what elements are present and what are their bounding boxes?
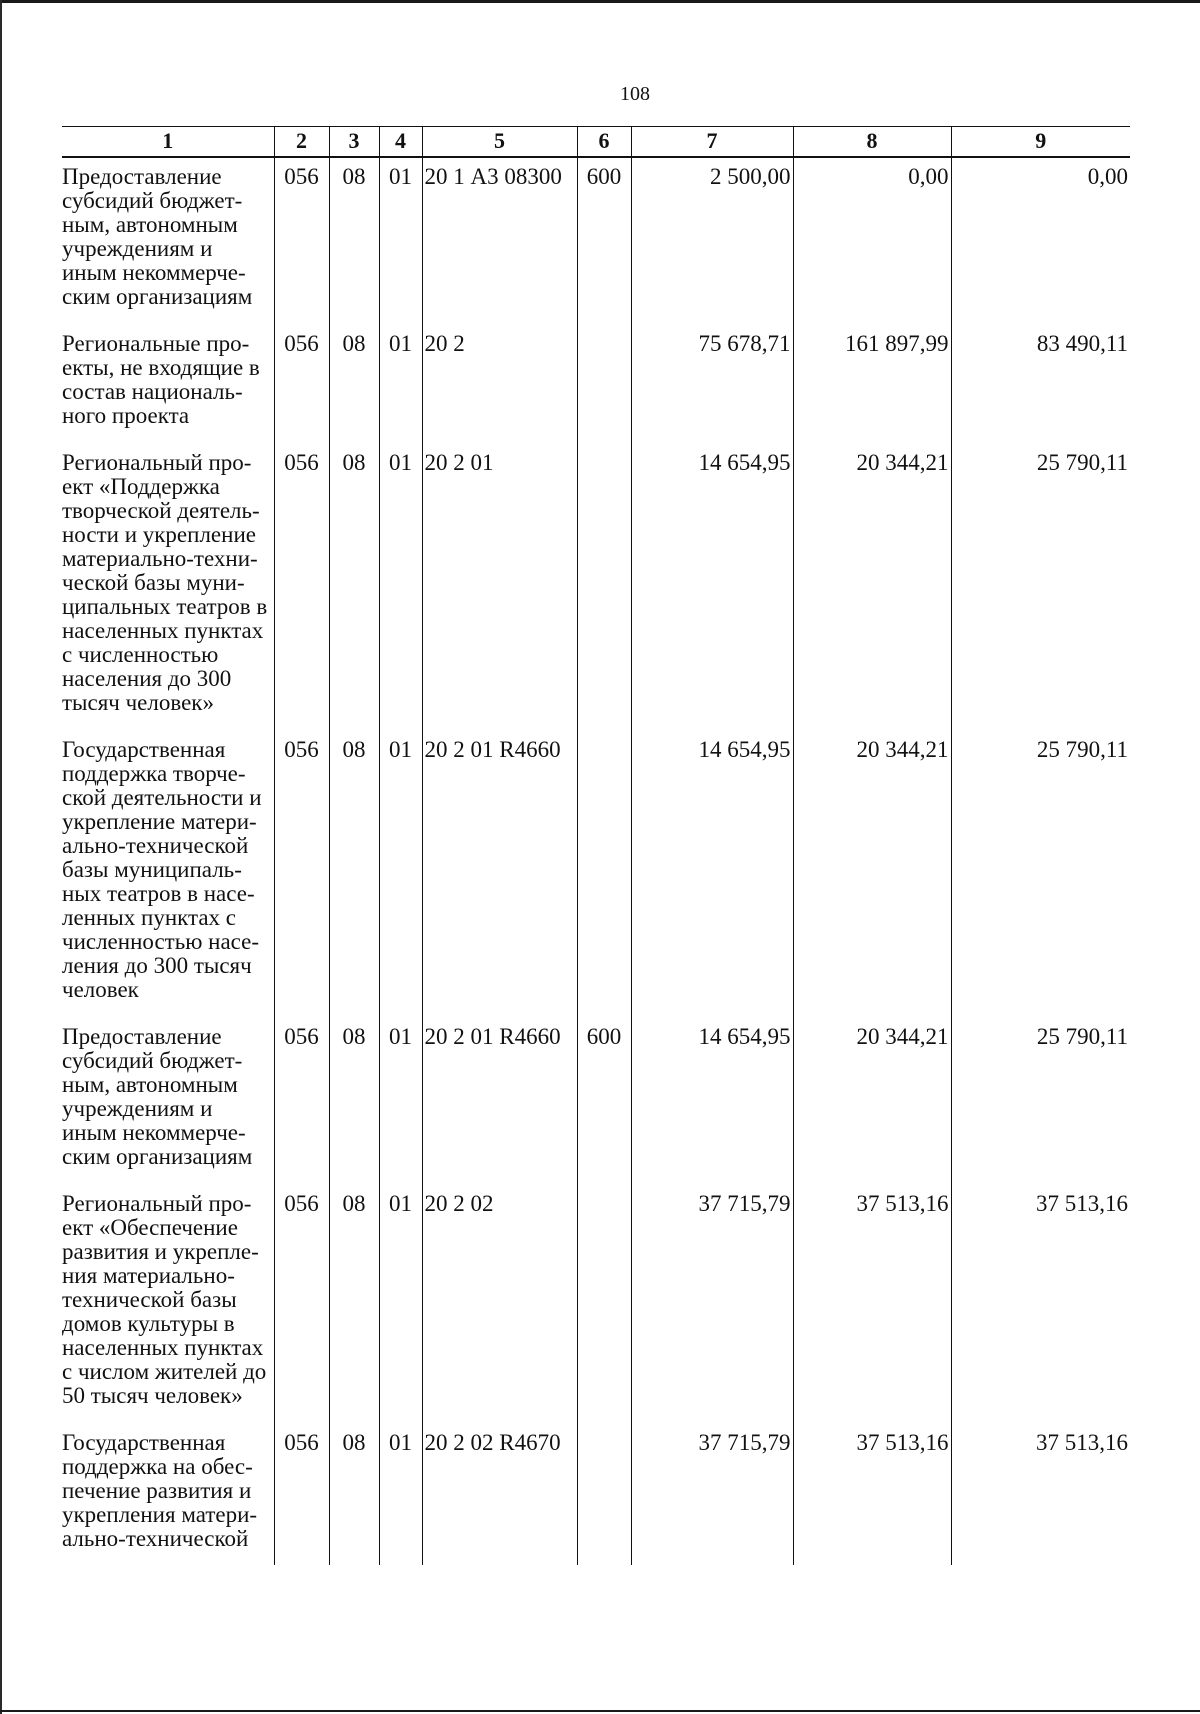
row-value-8: 20 344,21 <box>793 444 951 731</box>
header-col-5: 5 <box>422 127 577 158</box>
row-rz: 08 <box>329 444 379 731</box>
row-vr <box>577 325 631 444</box>
row-vr <box>577 444 631 731</box>
table-row <box>62 1018 1130 1185</box>
row-pr: 01 <box>379 325 422 444</box>
row-pr: 01 <box>379 1185 422 1424</box>
row-value-9: 37 513,16 <box>951 1185 1130 1424</box>
scan-border-left <box>0 0 2 1714</box>
table-body <box>62 157 1130 1565</box>
header-col-6: 6 <box>577 127 631 158</box>
row-value-7: 75 678,71 <box>631 325 793 444</box>
header-col-2: 2 <box>274 127 329 158</box>
row-csr: 20 2 01 R4660 <box>422 1018 577 1185</box>
row-ved: 056 <box>274 1185 329 1424</box>
row-ved: 056 <box>274 444 329 731</box>
row-rz: 08 <box>329 325 379 444</box>
row-name: Региональный проект «Поддержка творческой деятельности и укрепление материально-технической базы муниципальных театров в населенных пунктах с численностью населения до 300 тысяч человек» <box>62 444 274 731</box>
table-row <box>62 444 1130 731</box>
row-pr: 01 <box>379 731 422 1018</box>
header-col-4: 4 <box>379 127 422 158</box>
row-value-8: 20 344,21 <box>793 731 951 1018</box>
row-vr <box>577 1424 631 1565</box>
header-col-9: 9 <box>951 127 1130 158</box>
row-rz: 08 <box>329 157 379 325</box>
row-ved: 056 <box>274 157 329 325</box>
row-vr: 600 <box>577 157 631 325</box>
row-value-8: 20 344,21 <box>793 1018 951 1185</box>
row-value-8: 37 513,16 <box>793 1424 951 1565</box>
row-value-9: 25 790,11 <box>951 444 1130 731</box>
row-name: Государственная поддержка творческой деятельности и укрепление материально-технической базы муниципальных театров в населенных пунктах с численностью населения до 300 тысяч человек <box>62 731 274 1018</box>
row-ved: 056 <box>274 1018 329 1185</box>
row-csr: 20 2 02 <box>422 1185 577 1424</box>
row-vr <box>577 731 631 1018</box>
header-col-1: 1 <box>62 127 274 158</box>
page-number: 108 <box>620 83 650 105</box>
row-ved: 056 <box>274 325 329 444</box>
row-name: Предоставление субсидий бюджетным, автономным учреждениям и иным некоммерческим организациям <box>62 1018 274 1185</box>
row-ved: 056 <box>274 1424 329 1565</box>
row-csr: 20 2 01 <box>422 444 577 731</box>
row-value-7: 2 500,00 <box>631 157 793 325</box>
row-pr: 01 <box>379 157 422 325</box>
row-value-9: 25 790,11 <box>951 731 1130 1018</box>
row-vr: 600 <box>577 1018 631 1185</box>
header-row <box>62 127 1130 158</box>
row-pr: 01 <box>379 1018 422 1185</box>
table-row <box>62 157 1130 325</box>
row-value-7: 14 654,95 <box>631 731 793 1018</box>
row-value-8: 161 897,99 <box>793 325 951 444</box>
row-rz: 08 <box>329 1424 379 1565</box>
row-pr: 01 <box>379 444 422 731</box>
scan-border-top <box>0 0 1200 3</box>
row-value-7: 37 715,79 <box>631 1424 793 1565</box>
row-name: Предоставление субсидий бюджетным, автономным учреждениям и иным некоммерческим организациям <box>62 157 274 325</box>
row-name: Государственная поддержка на обеспечение развития и укрепления материально-технической <box>62 1424 274 1565</box>
table-row <box>62 1185 1130 1424</box>
row-value-9: 37 513,16 <box>951 1424 1130 1565</box>
row-value-7: 37 715,79 <box>631 1185 793 1424</box>
row-value-7: 14 654,95 <box>631 444 793 731</box>
row-name: Региональные проекты, не входящие в состав национального проекта <box>62 325 274 444</box>
row-value-8: 37 513,16 <box>793 1185 951 1424</box>
header-col-3: 3 <box>329 127 379 158</box>
row-name: Региональный проект «Обеспечение развития и укрепления материально-технической базы домов культуры в населенных пунктах с числом жителей до 50 тысяч человек» <box>62 1185 274 1424</box>
header-col-8: 8 <box>793 127 951 158</box>
table-row <box>62 1424 1130 1565</box>
row-ved: 056 <box>274 731 329 1018</box>
table-header <box>62 127 1130 158</box>
row-csr: 20 1 А3 08300 <box>422 157 577 325</box>
row-csr: 20 2 02 R4670 <box>422 1424 577 1565</box>
scan-border-bottom <box>0 1710 1200 1712</box>
row-value-9: 83 490,11 <box>951 325 1130 444</box>
row-rz: 08 <box>329 1185 379 1424</box>
header-col-7: 7 <box>631 127 793 158</box>
row-vr <box>577 1185 631 1424</box>
row-value-8: 0,00 <box>793 157 951 325</box>
row-rz: 08 <box>329 1018 379 1185</box>
budget-table <box>62 126 1130 1565</box>
table-row <box>62 325 1130 444</box>
row-value-7: 14 654,95 <box>631 1018 793 1185</box>
row-csr: 20 2 01 R4660 <box>422 731 577 1018</box>
row-rz: 08 <box>329 731 379 1018</box>
row-pr: 01 <box>379 1424 422 1565</box>
row-csr: 20 2 <box>422 325 577 444</box>
row-value-9: 0,00 <box>951 157 1130 325</box>
table-row <box>62 731 1130 1018</box>
row-value-9: 25 790,11 <box>951 1018 1130 1185</box>
